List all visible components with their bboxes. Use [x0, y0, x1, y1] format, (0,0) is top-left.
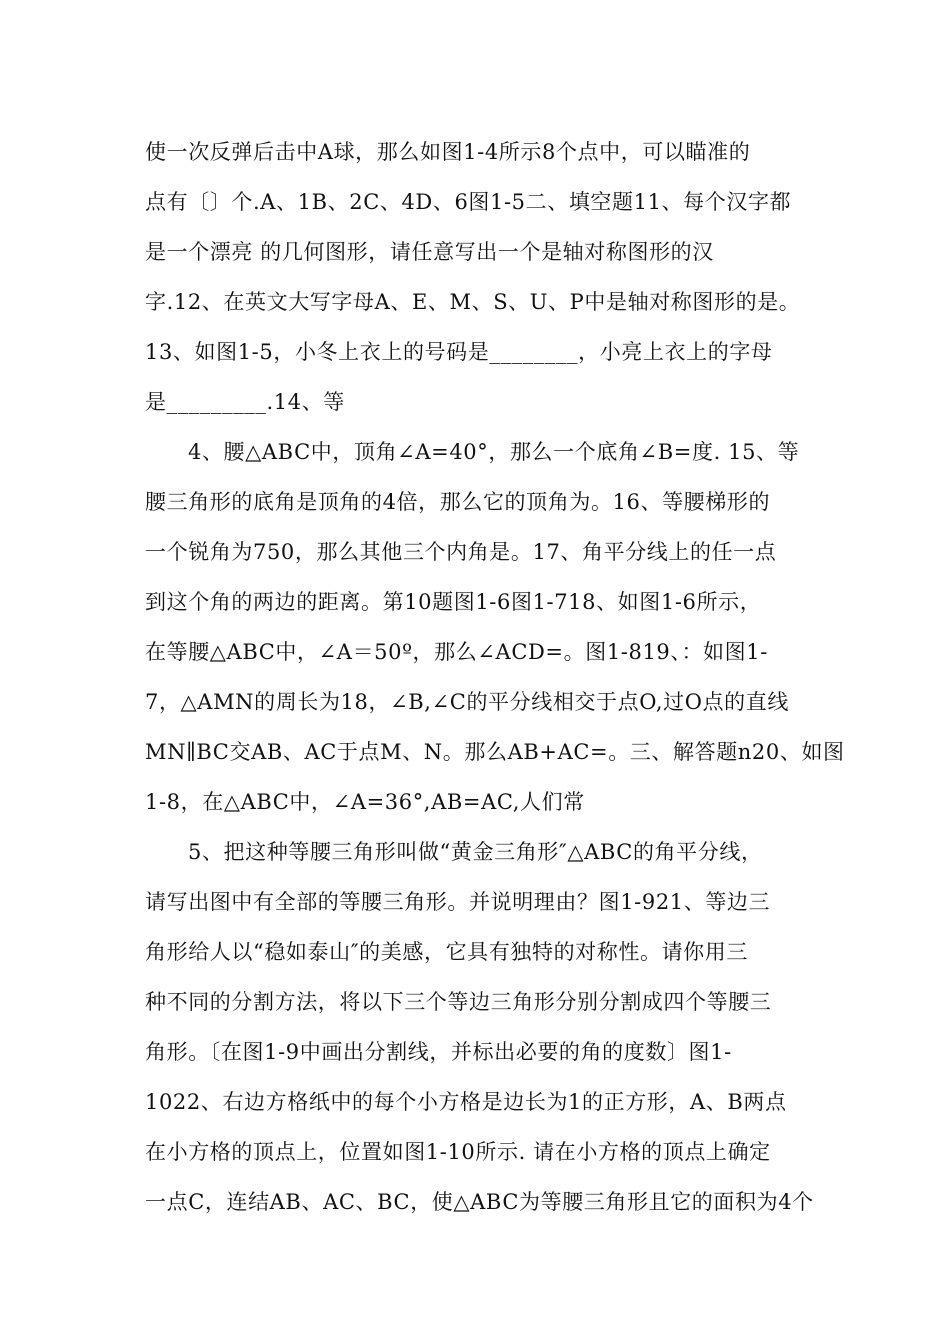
text-line: 是一个漂亮 的几何图形，请任意写出一个是轴对称图形的汉	[145, 240, 714, 264]
text-line: 角形。〔在图1-9中画出分割线，并标出必要的角的度数〕图1-	[145, 1040, 732, 1064]
text-line: 请写出图中有全部的等腰三角形。并说明理由？图1-921、等边三	[145, 890, 771, 914]
text-line: 一点C，连结AB、AC、BC，使△ABC为等腰三角形且它的面积为4个	[145, 1190, 814, 1214]
text-line: 在等腰△ABC中，∠A＝50º，那么∠ACD=。图1-819、：如图1-	[145, 640, 768, 664]
text-line: MN∥BC交AB、AC于点M、N。那么AB+AC=。三、解答题n20、如图	[145, 740, 845, 764]
text-line: 角形给人以“稳如泰山″的美感，它具有独特的对称性。请你用三	[145, 940, 748, 964]
text-line: 在小方格的顶点上，位置如图1-10所示. 请在小方格的顶点上确定	[145, 1140, 771, 1164]
text-line: 到这个角的两边的距离。第10题图1-6图1-718、如图1-6所示，	[145, 590, 762, 614]
text-line: 腰三角形的底角是顶角的4倍，那么它的顶角为。16、等腰梯形的	[145, 490, 771, 514]
text-line: 是_________.14、等	[145, 390, 345, 414]
text-line: 一个锐角为750，那么其他三个内角是。17、角平分线上的任一点	[145, 540, 777, 564]
text-line: 4、腰△ABC中，顶角∠A=40°，那么一个底角∠B=度. 15、等	[188, 440, 800, 464]
text-line: 5、把这种等腰三角形叫做“黄金三角形″△ABC的角平分线，	[188, 840, 763, 864]
text-line: 点有〔〕个.A、1B、2C、4D、6图1-5二、填空题11、每个汉字都	[145, 190, 792, 214]
text-line: 种不同的分割方法，将以下三个等边三角形分别分割成四个等腰三	[145, 990, 772, 1014]
text-line: 13、如图1-5，小冬上衣上的号码是________，小亮上衣上的字母	[145, 340, 773, 364]
text-line: 字.12、在英文大写字母A、E、M、S、U、P中是轴对称图形的是。	[145, 290, 801, 314]
text-line: 使一次反弹后击中A球，那么如图1-4所示8个点中，可以瞄准的	[145, 140, 751, 164]
text-line: 7，△AMN的周长为18，∠B,∠C的平分线相交于点O,过O点的直线	[145, 690, 789, 714]
text-line: 1-8，在△ABC中，∠A=36°,AB=AC,人们常	[145, 790, 585, 814]
text-line: 1022、右边方格纸中的每个小方格是边长为1的正方形，A、B两点	[145, 1090, 787, 1114]
